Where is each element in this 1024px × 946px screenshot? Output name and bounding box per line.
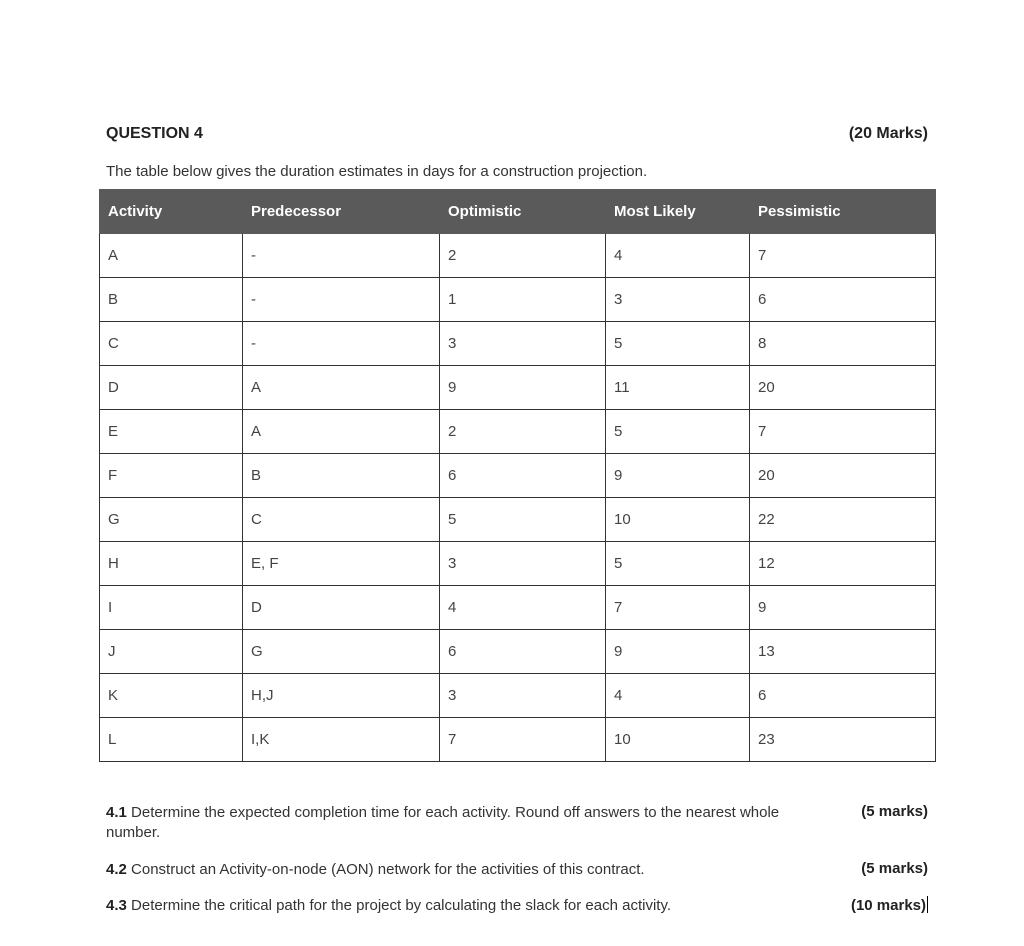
- cell-optimistic: 6: [440, 630, 606, 674]
- cell-most-likely: 10: [606, 718, 750, 762]
- header-activity: Activity: [100, 190, 243, 234]
- cell-predecessor: A: [243, 410, 440, 454]
- cell-most-likely: 4: [606, 674, 750, 718]
- cell-pessimistic: 7: [750, 234, 936, 278]
- question-marks: (20 Marks): [848, 125, 928, 142]
- task-number: 4.3: [106, 897, 127, 914]
- task-4-3: [106, 896, 671, 916]
- cell-pessimistic: 9: [750, 586, 936, 630]
- cell-predecessor: G: [243, 630, 440, 674]
- cell-optimistic: 1: [440, 278, 606, 322]
- table-header-row: [100, 190, 936, 234]
- cell-optimistic: 3: [440, 322, 606, 366]
- table-row: [100, 454, 936, 498]
- text-cursor: [927, 896, 928, 913]
- cell-predecessor: C: [243, 498, 440, 542]
- cell-activity: A: [100, 234, 243, 278]
- intro-text: The table below gives the duration estimates in days for a construction projection.: [106, 163, 648, 180]
- task-text: Determine the expected completion time for each activity. Round off answers to the nearest whole number.: [106, 804, 780, 841]
- header-optimistic: Optimistic: [440, 190, 606, 234]
- table-row: [100, 278, 936, 322]
- cell-pessimistic: 8: [750, 322, 936, 366]
- cell-optimistic: 9: [440, 366, 606, 410]
- cell-optimistic: 5: [440, 498, 606, 542]
- duration-table: [99, 189, 936, 762]
- table-row: [100, 322, 936, 366]
- cell-activity: B: [100, 278, 243, 322]
- task-4-1: [106, 803, 806, 843]
- task-text: Determine the critical path for the project by calculating the slack for each activity.: [131, 897, 672, 914]
- cell-most-likely: 5: [606, 410, 750, 454]
- cell-predecessor: I,K: [243, 718, 440, 762]
- cell-pessimistic: 6: [750, 674, 936, 718]
- cell-activity: J: [100, 630, 243, 674]
- table-row: [100, 234, 936, 278]
- header-most-likely: Most Likely: [606, 190, 750, 234]
- cell-predecessor: -: [243, 322, 440, 366]
- table-row: [100, 498, 936, 542]
- table-row: [100, 542, 936, 586]
- cell-predecessor: B: [243, 454, 440, 498]
- cell-activity: I: [100, 586, 243, 630]
- task-4-3-marks: [851, 896, 928, 914]
- cell-pessimistic: 7: [750, 410, 936, 454]
- cell-pessimistic: 12: [750, 542, 936, 586]
- question-title: QUESTION 4: [106, 125, 203, 142]
- cell-optimistic: 7: [440, 718, 606, 762]
- header-pessimistic: Pessimistic: [750, 190, 936, 234]
- cell-activity: L: [100, 718, 243, 762]
- cell-pessimistic: 23: [750, 718, 936, 762]
- task-number: 4.2: [106, 861, 127, 878]
- task-4-2: [106, 860, 645, 880]
- cell-activity: D: [100, 366, 243, 410]
- cell-pessimistic: 13: [750, 630, 936, 674]
- cell-optimistic: 3: [440, 542, 606, 586]
- cell-most-likely: 10: [606, 498, 750, 542]
- table-row: [100, 586, 936, 630]
- table-row: [100, 410, 936, 454]
- cell-optimistic: 3: [440, 674, 606, 718]
- task-4-1-marks: (5 marks): [861, 803, 928, 820]
- header-predecessor: Predecessor: [243, 190, 440, 234]
- cell-most-likely: 5: [606, 542, 750, 586]
- cell-predecessor: -: [243, 234, 440, 278]
- table-row: [100, 674, 936, 718]
- cell-predecessor: A: [243, 366, 440, 410]
- task-number: 4.1: [106, 804, 127, 821]
- table-row: [100, 718, 936, 762]
- table-row: [100, 630, 936, 674]
- cell-predecessor: -: [243, 278, 440, 322]
- cell-activity: F: [100, 454, 243, 498]
- cell-most-likely: 9: [606, 454, 750, 498]
- task-text: Construct an Activity-on-node (AON) network for the activities of this contract.: [131, 861, 645, 878]
- task-4-3-marks-text: (10 marks): [850, 897, 926, 914]
- cell-activity: H: [100, 542, 243, 586]
- cell-activity: K: [100, 674, 243, 718]
- cell-pessimistic: 22: [750, 498, 936, 542]
- cell-optimistic: 2: [440, 234, 606, 278]
- cell-activity: C: [100, 322, 243, 366]
- cell-predecessor: E, F: [243, 542, 440, 586]
- cell-most-likely: 9: [606, 630, 750, 674]
- cell-predecessor: H,J: [243, 674, 440, 718]
- cell-pessimistic: 6: [750, 278, 936, 322]
- cell-pessimistic: 20: [750, 366, 936, 410]
- cell-most-likely: 5: [606, 322, 750, 366]
- cell-optimistic: 4: [440, 586, 606, 630]
- cell-optimistic: 6: [440, 454, 606, 498]
- table-row: [100, 366, 936, 410]
- cell-optimistic: 2: [440, 410, 606, 454]
- cell-most-likely: 11: [606, 366, 750, 410]
- cell-most-likely: 7: [606, 586, 750, 630]
- cell-pessimistic: 20: [750, 454, 936, 498]
- cell-most-likely: 3: [606, 278, 750, 322]
- cell-activity: E: [100, 410, 243, 454]
- cell-predecessor: D: [243, 586, 440, 630]
- cell-most-likely: 4: [606, 234, 750, 278]
- task-4-2-marks: (5 marks): [861, 860, 928, 877]
- cell-activity: G: [100, 498, 243, 542]
